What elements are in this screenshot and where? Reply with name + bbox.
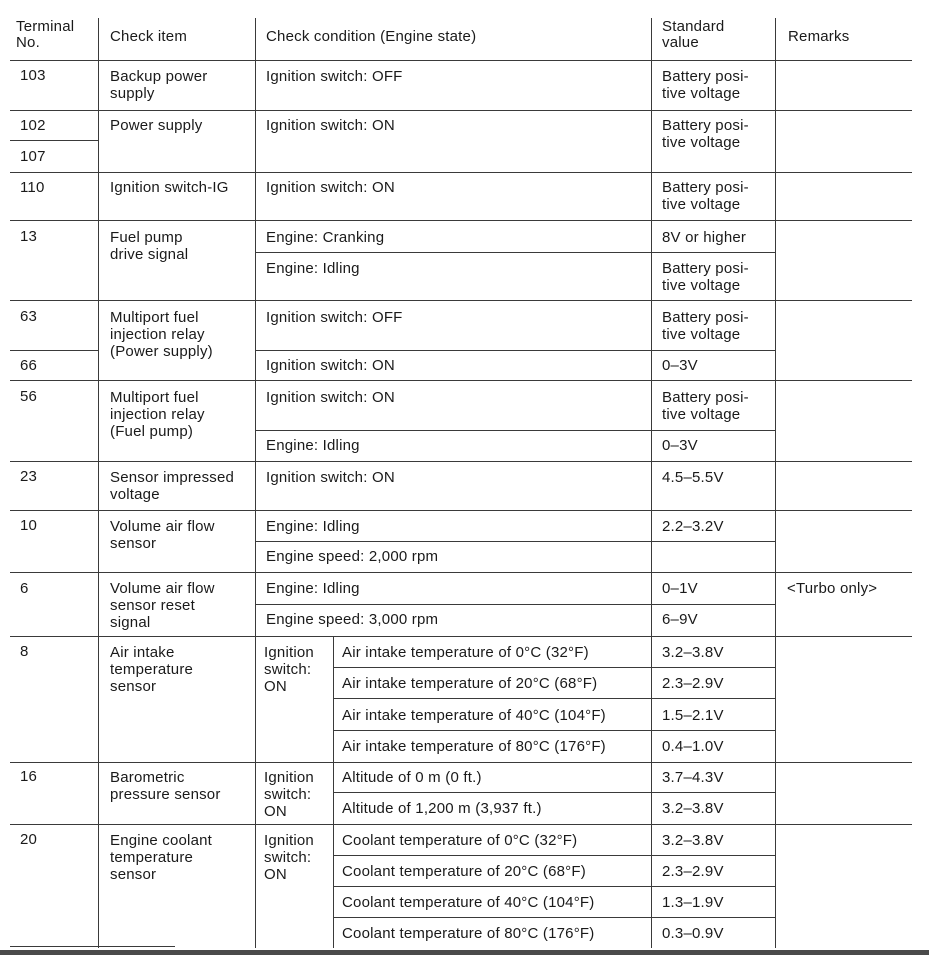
terminal-no: 8 — [20, 643, 29, 660]
check-condition: Coolant temperature of 40°C (104°F) — [342, 894, 595, 911]
rule — [651, 18, 652, 948]
terminal-no: 103 — [20, 67, 46, 84]
header-check-item: Check item — [110, 28, 188, 45]
check-item: Engine coolant temperature sensor — [110, 832, 213, 883]
check-condition: Engine: Idling — [266, 260, 360, 277]
standard-value: 3.2–3.8V — [662, 832, 724, 849]
rule — [10, 636, 912, 637]
check-condition: Engine: Idling — [266, 437, 360, 454]
rule — [10, 461, 912, 462]
terminal-no: 13 — [20, 228, 38, 245]
check-condition: Altitude of 0 m (0 ft.) — [342, 769, 482, 786]
scan-bottom-edge — [0, 950, 929, 955]
rule — [10, 572, 912, 573]
rule — [333, 917, 775, 918]
standard-value: 3.2–3.8V — [662, 644, 724, 661]
rule — [10, 172, 912, 173]
standard-value: 1.5–2.1V — [662, 707, 724, 724]
standard-value: 0.4–1.0V — [662, 738, 724, 755]
check-condition: Coolant temperature of 20°C (68°F) — [342, 863, 586, 880]
rule — [255, 252, 775, 253]
rule — [255, 604, 775, 605]
check-condition: Engine: Cranking — [266, 229, 385, 246]
rule — [10, 824, 912, 825]
terminal-no: 63 — [20, 308, 38, 325]
standard-value: Battery posi- tive voltage — [662, 389, 749, 423]
check-condition: Air intake temperature of 20°C (68°F) — [342, 675, 598, 692]
header-terminal: Terminal No. — [16, 18, 75, 51]
check-condition: Ignition switch: ON — [266, 469, 395, 486]
rule — [333, 855, 775, 856]
check-condition: Ignition switch: ON — [266, 357, 395, 374]
check-condition: Engine: Idling — [266, 518, 360, 535]
standard-value: 0.3–0.9V — [662, 925, 724, 942]
terminal-no: 23 — [20, 468, 38, 485]
standard-value: 2.2–3.2V — [662, 518, 724, 535]
check-condition: Engine speed: 3,000 rpm — [266, 611, 439, 628]
rule — [255, 18, 256, 948]
terminal-no: 20 — [20, 831, 38, 848]
terminal-no: 56 — [20, 388, 38, 405]
check-condition: Ignition switch: ON — [266, 179, 395, 196]
rule — [333, 698, 775, 699]
standard-value: Battery posi- tive voltage — [662, 260, 749, 294]
rule — [775, 18, 776, 948]
remark-turbo-only: <Turbo only> — [787, 580, 878, 597]
ignition-switch-on-label: Ignition switch: ON — [264, 769, 314, 820]
rule — [10, 762, 912, 763]
check-condition: Engine: Idling — [266, 580, 360, 597]
check-item: Volume air flow sensor — [110, 518, 215, 552]
check-condition: Coolant temperature of 0°C (32°F) — [342, 832, 578, 849]
rule — [255, 430, 775, 431]
standard-value: 3.2–3.8V — [662, 800, 724, 817]
standard-value: 0–3V — [662, 437, 698, 454]
rule — [10, 300, 912, 301]
check-condition: Coolant temperature of 80°C (176°F) — [342, 925, 595, 942]
rule — [10, 60, 912, 61]
check-item: Barometric pressure sensor — [110, 769, 221, 803]
check-item: Sensor impressed voltage — [110, 469, 235, 503]
terminal-no: 6 — [20, 580, 29, 597]
standard-value: 3.7–4.3V — [662, 769, 724, 786]
standard-value: 4.5–5.5V — [662, 469, 724, 486]
check-item: Multiport fuel injection relay (Fuel pump) — [110, 389, 205, 440]
standard-value: Battery posi- tive voltage — [662, 309, 749, 343]
terminal-no: 110 — [20, 179, 45, 196]
check-condition: Altitude of 1,200 m (3,937 ft.) — [342, 800, 542, 817]
check-condition: Air intake temperature of 80°C (176°F) — [342, 738, 606, 755]
standard-value: 6–9V — [662, 611, 698, 628]
header-standard-value: Standard value — [662, 18, 725, 51]
ignition-switch-on-label: Ignition switch: ON — [264, 644, 314, 695]
check-condition: Air intake temperature of 0°C (32°F) — [342, 644, 589, 661]
rule — [10, 510, 912, 511]
ignition-switch-on-label: Ignition switch: ON — [264, 832, 314, 883]
standard-value: 0–3V — [662, 357, 698, 374]
standard-value: Battery posi- tive voltage — [662, 68, 749, 102]
rule — [10, 946, 175, 947]
standard-value: 2.3–2.9V — [662, 675, 724, 692]
terminal-no: 66 — [20, 357, 38, 374]
check-item: Ignition switch-IG — [110, 179, 229, 196]
check-item: Fuel pump drive signal — [110, 229, 189, 263]
rule — [98, 18, 99, 948]
standard-value: 2.3–2.9V — [662, 863, 724, 880]
terminal-no: 16 — [20, 768, 38, 785]
terminal-no: 107 — [20, 148, 46, 165]
check-item: Power supply — [110, 117, 203, 134]
standard-value: 0–1V — [662, 580, 698, 597]
rule — [333, 636, 334, 948]
header-remarks: Remarks — [788, 28, 850, 45]
rule — [10, 110, 912, 111]
terminal-no: 10 — [20, 517, 38, 534]
rule — [255, 541, 775, 542]
check-condition: Ignition switch: ON — [266, 389, 395, 406]
rule — [333, 667, 775, 668]
check-item: Backup power supply — [110, 68, 208, 102]
check-condition: Air intake temperature of 40°C (104°F) — [342, 707, 606, 724]
check-condition: Ignition switch: ON — [266, 117, 395, 134]
check-item: Multiport fuel injection relay (Power supply) — [110, 309, 213, 360]
check-item: Air intake temperature sensor — [110, 644, 194, 695]
rule — [10, 350, 98, 351]
terminal-no: 102 — [20, 117, 46, 134]
standard-value: 8V or higher — [662, 229, 747, 246]
check-item: Volume air flow sensor reset signal — [110, 580, 215, 631]
rule — [255, 350, 775, 351]
rule — [10, 140, 98, 141]
standard-value: 1.3–1.9V — [662, 894, 724, 911]
rule — [333, 886, 775, 887]
check-condition: Engine speed: 2,000 rpm — [266, 548, 439, 565]
rule — [10, 380, 912, 381]
standard-value: Battery posi- tive voltage — [662, 117, 749, 151]
rule — [333, 792, 775, 793]
header-check-condition: Check condition (Engine state) — [266, 28, 477, 45]
check-condition: Ignition switch: OFF — [266, 309, 403, 326]
rule — [333, 730, 775, 731]
rule — [10, 220, 912, 221]
check-condition: Ignition switch: OFF — [266, 68, 403, 85]
standard-value: Battery posi- tive voltage — [662, 179, 749, 213]
